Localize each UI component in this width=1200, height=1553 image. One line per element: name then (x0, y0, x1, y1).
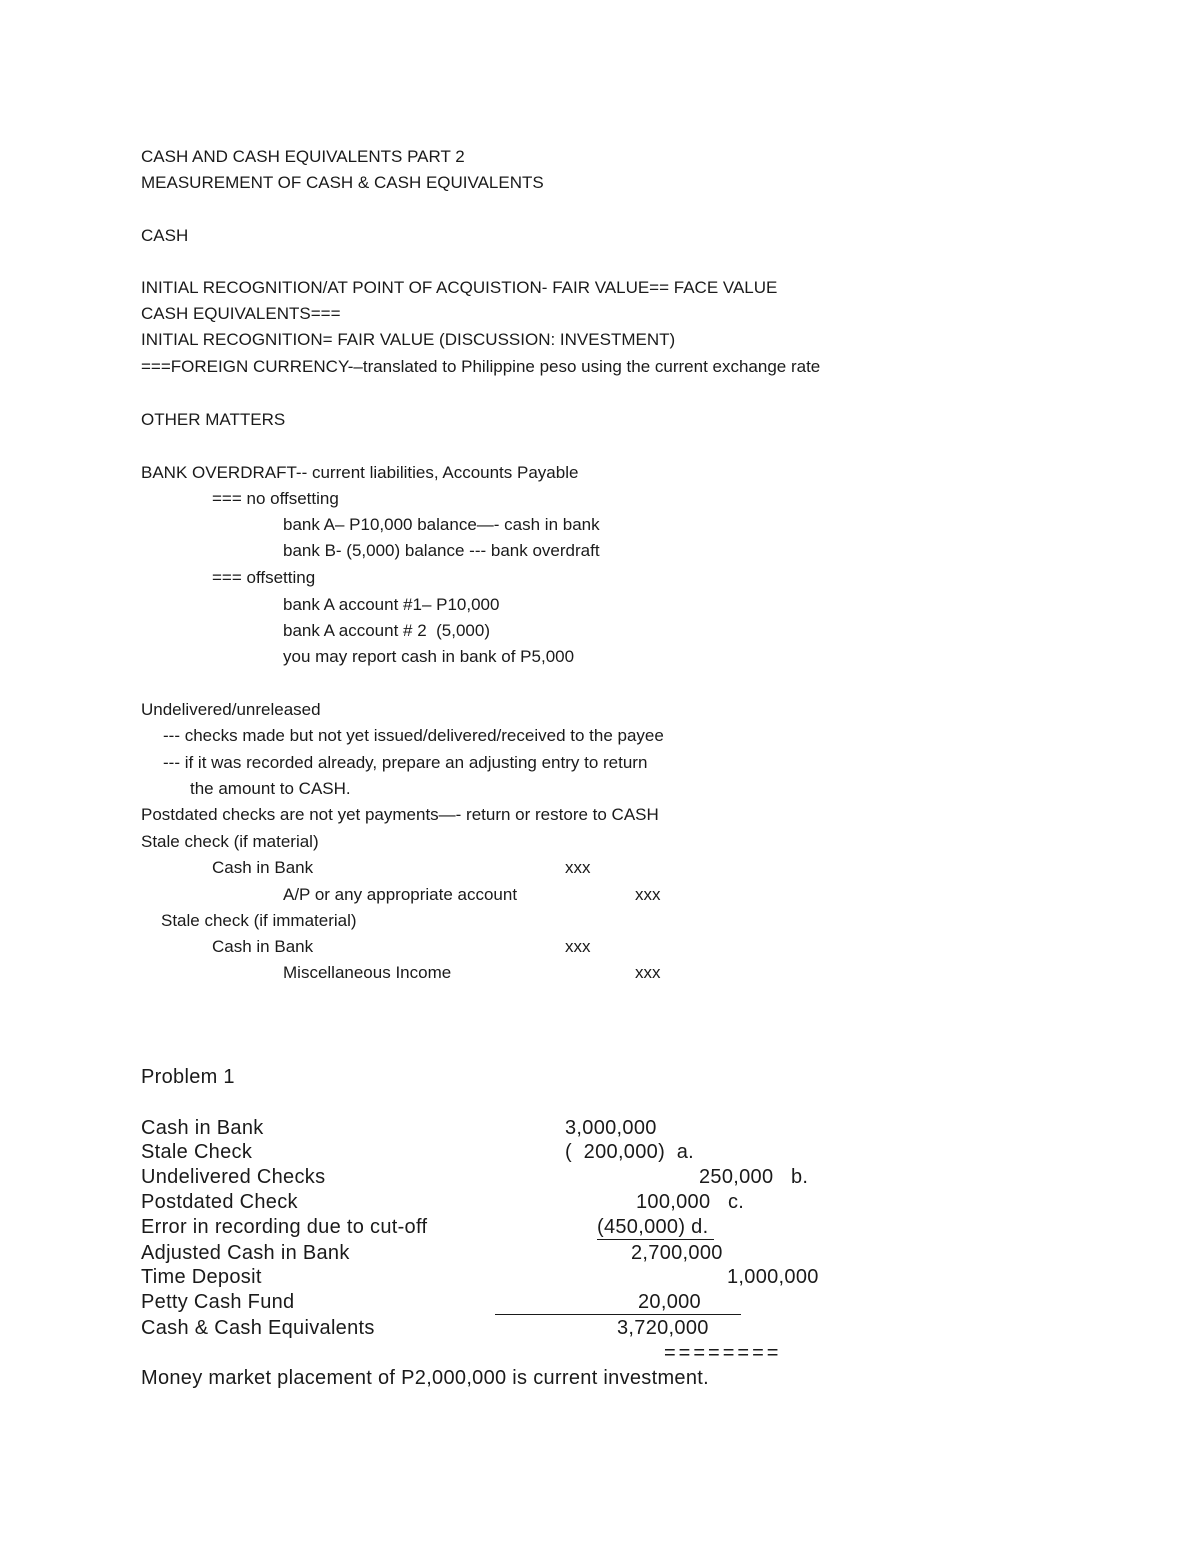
problem-row-label: Postdated Check (141, 1191, 298, 1213)
problem-row-amount: (450,000) d. (597, 1216, 715, 1238)
stale-immaterial-debit-amount: xxx (565, 937, 591, 956)
problem-row-amount: 3,720,000 (617, 1317, 709, 1339)
cash-initial-recognition: INITIAL RECOGNITION/AT POINT OF ACQUISTION- FAIR VALUE== FACE VALUE (141, 278, 778, 297)
no-offsetting-bank-b: bank B- (5,000) balance --- bank overdraft (283, 541, 600, 560)
undelivered-line-1: --- checks made but not yet issued/delivered/received to the payee (163, 726, 664, 745)
problem-row-label: Undelivered Checks (141, 1166, 326, 1188)
other-matters-heading: OTHER MATTERS (141, 410, 286, 429)
stale-immaterial-credit-amount: xxx (635, 963, 661, 982)
problem-row-amount: 20,000 (638, 1291, 701, 1313)
problem-row-label: Stale Check (141, 1141, 253, 1163)
offsetting-report: you may report cash in bank of P5,000 (283, 647, 575, 666)
cash-equivalents-label: CASH EQUIVALENTS=== (141, 304, 341, 323)
bank-overdraft-line: BANK OVERDRAFT-- current liabilities, Accounts Payable (141, 463, 579, 482)
ce-initial-recognition: INITIAL RECOGNITION= FAIR VALUE (DISCUSSION: INVESTMENT) (141, 330, 676, 349)
cash-heading: CASH (141, 226, 189, 245)
offsetting-account-2: bank A account # 2 (5,000) (283, 621, 490, 640)
problem-row-amount: 2,700,000 (631, 1242, 723, 1264)
petty-cash-underline (495, 1314, 741, 1315)
problem-row-label: Error in recording due to cut-off (141, 1216, 428, 1238)
problem-row-amount: 3,000,000 (565, 1117, 657, 1139)
problem-row-label: Cash & Cash Equivalents (141, 1317, 375, 1339)
stale-immaterial-credit: Miscellaneous Income (283, 963, 452, 982)
problem-row-label: Time Deposit (141, 1266, 262, 1288)
stale-material-debit-amount: xxx (565, 858, 591, 877)
no-offsetting-label: === no offsetting (212, 489, 339, 508)
postdated-note: Postdated checks are not yet payments—- return or restore to CASH (141, 805, 659, 824)
problem-title: Problem 1 (141, 1066, 235, 1088)
stale-material-heading: Stale check (if material) (141, 832, 319, 851)
offsetting-account-1: bank A account #1– P10,000 (283, 595, 500, 614)
no-offsetting-bank-a: bank A– P10,000 balance—- cash in bank (283, 515, 600, 534)
stale-immaterial-debit: Cash in Bank (212, 937, 314, 956)
stale-material-credit: A/P or any appropriate account (283, 885, 518, 904)
stale-material-debit: Cash in Bank (212, 858, 314, 877)
double-rule: ======== (664, 1342, 782, 1364)
undelivered-line-2: --- if it was recorded already, prepare an adjusting entry to return (163, 753, 648, 772)
undelivered-heading: Undelivered/unreleased (141, 700, 321, 719)
undelivered-line-3: the amount to CASH. (190, 779, 351, 798)
offsetting-label: === offsetting (212, 568, 316, 587)
problem-row-amount: 1,000,000 (727, 1266, 819, 1288)
problem-row-label: Cash in Bank (141, 1117, 264, 1139)
document-title: CASH AND CASH EQUIVALENTS PART 2 (141, 147, 465, 166)
stale-material-credit-amount: xxx (635, 885, 661, 904)
problem-row-amount: ( 200,000) a. (565, 1141, 695, 1163)
problem-note: Money market placement of P2,000,000 is current investment. (141, 1367, 709, 1389)
foreign-currency-note: ===FOREIGN CURRENCY-–translated to Philippine peso using the current exchange rate (141, 357, 821, 376)
problem-row-amount: 100,000 c. (636, 1191, 745, 1213)
document-subtitle: MEASUREMENT OF CASH & CASH EQUIVALENTS (141, 173, 544, 192)
problem-row-label: Adjusted Cash in Bank (141, 1242, 350, 1264)
stale-immaterial-heading: Stale check (if immaterial) (161, 911, 357, 930)
problem-row-amount: 250,000 b. (699, 1166, 809, 1188)
problem-row-label: Petty Cash Fund (141, 1291, 295, 1313)
